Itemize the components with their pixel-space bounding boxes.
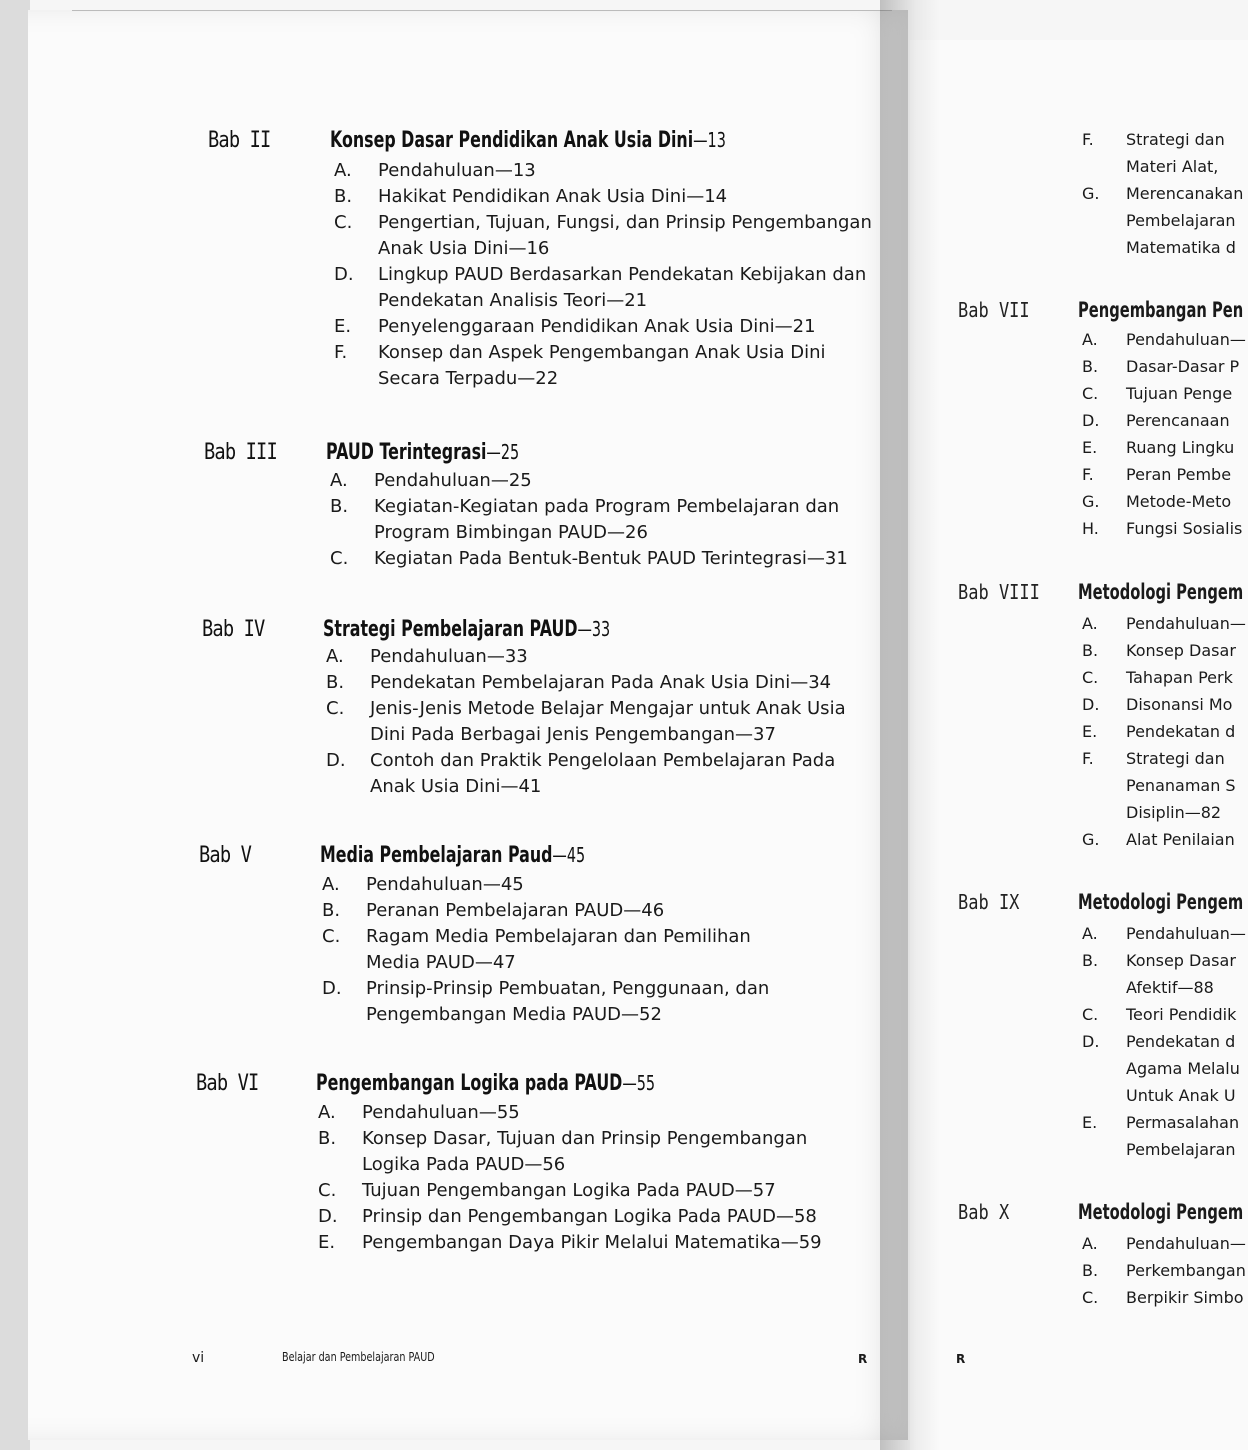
- section-letter: C.: [1082, 384, 1099, 403]
- section-entry: [1082, 637, 1246, 664]
- section-entry: [330, 468, 848, 494]
- section-text: Pendahuluan—: [1126, 330, 1246, 349]
- section-entry: [326, 644, 846, 670]
- section-text: Contoh dan Praktik Pengelolaan Pembelajaran Pada: [370, 750, 836, 771]
- chapter-section-list: [1082, 610, 1246, 853]
- chapter-number: Bab III: [204, 440, 277, 465]
- chapter-section-list: [322, 872, 769, 1028]
- section-entry: [1082, 461, 1246, 488]
- chapter-number: Bab X: [958, 1200, 1010, 1224]
- section-entry: [1082, 380, 1246, 407]
- section-letter: B.: [334, 186, 353, 207]
- chapter-number: Bab II: [208, 128, 271, 153]
- section-letter: C.: [334, 212, 353, 233]
- chapter-section-list: [1082, 1230, 1246, 1311]
- section-entry: [1082, 1028, 1246, 1055]
- section-text: Dasar-Dasar P: [1126, 357, 1240, 376]
- section-entry: [318, 1126, 822, 1152]
- section-entry: [1082, 1001, 1246, 1028]
- section-text: Media PAUD—47: [366, 952, 516, 973]
- section-letter: C.: [1082, 1005, 1099, 1024]
- section-entry: [318, 1204, 822, 1230]
- section-entry: [1082, 353, 1246, 380]
- section-letter: A.: [330, 470, 348, 491]
- section-entry: [334, 236, 872, 262]
- chapter-title: Metodologi Pengem: [1078, 580, 1244, 604]
- section-text: Prinsip dan Pengembangan Logika Pada PAUD—58: [362, 1206, 817, 1227]
- section-entry: [318, 1100, 822, 1126]
- section-entry: [334, 210, 872, 236]
- section-text: Permasalahan: [1126, 1113, 1240, 1132]
- section-text: Strategi dan: [1126, 749, 1225, 768]
- section-letter: D.: [334, 264, 354, 285]
- section-text: Pengertian, Tujuan, Fungsi, dan Prinsip Pengembangan: [378, 212, 872, 233]
- chapter-title: Pengembangan Pen: [1078, 298, 1244, 322]
- section-text: Pendahuluan—: [1126, 1234, 1246, 1253]
- section-letter: H.: [1082, 519, 1099, 538]
- section-text: Pendahuluan—55: [362, 1102, 520, 1123]
- section-entry: [1082, 691, 1246, 718]
- section-letter: E.: [334, 316, 352, 337]
- section-entry: [1082, 1109, 1246, 1136]
- section-entry: [318, 1230, 822, 1256]
- chapter-title-text: Konsep Dasar Pendidikan Anak Usia Dini: [330, 128, 694, 153]
- section-entry: [1082, 772, 1246, 799]
- section-entry: [334, 288, 872, 314]
- section-entry: [1082, 610, 1246, 637]
- right-top-section-list: [1082, 126, 1243, 261]
- chapter-title-text: Pengembangan Logika pada PAUD: [316, 1071, 623, 1096]
- section-text: Untuk Anak U: [1126, 1086, 1236, 1105]
- section-letter: B.: [1082, 357, 1099, 376]
- chapter-title: Metodologi Pengem: [1078, 890, 1244, 914]
- section-letter: D.: [322, 978, 342, 999]
- section-text: Tahapan Perk: [1126, 668, 1233, 687]
- section-entry: [318, 1152, 822, 1178]
- section-entry: [330, 494, 848, 520]
- section-entry: [326, 670, 846, 696]
- section-letter: D.: [318, 1206, 338, 1227]
- section-entry: [1082, 718, 1246, 745]
- section-text: Matematika d: [1126, 238, 1236, 257]
- section-entry: [1082, 515, 1246, 542]
- chapter-section-list: [1082, 920, 1246, 1163]
- section-text: Perkembangan: [1126, 1261, 1246, 1280]
- chapter-section-list: [330, 468, 848, 572]
- section-text: Pendahuluan—: [1126, 614, 1246, 633]
- chapter-number: Bab VI: [196, 1071, 259, 1096]
- footer-book-title: Belajar dan Pembelajaran PAUD: [282, 1350, 435, 1364]
- section-text: Tujuan Penge: [1126, 384, 1233, 403]
- section-entry: [1082, 1284, 1246, 1311]
- section-entry: [1082, 947, 1246, 974]
- section-text: Strategi dan: [1126, 130, 1225, 149]
- chapter-page-number: —45: [552, 843, 586, 867]
- section-letter: C.: [318, 1180, 337, 1201]
- section-entry: [1082, 1136, 1246, 1163]
- section-letter: F.: [1082, 749, 1094, 768]
- section-text: Peranan Pembelajaran PAUD—46: [366, 900, 665, 921]
- section-entry: [1082, 974, 1246, 1001]
- chapter-page-number: —33: [577, 617, 611, 641]
- section-letter: E.: [1082, 438, 1098, 457]
- chapter-title-text: Strategi Pembelajaran PAUD: [323, 617, 578, 642]
- section-entry: [1082, 1257, 1246, 1284]
- section-entry: [326, 774, 846, 800]
- section-text: Pendahuluan—25: [374, 470, 532, 491]
- section-text: Lingkup PAUD Berdasarkan Pendekatan Kebijakan dan: [378, 264, 867, 285]
- section-text: Dini Pada Berbagai Jenis Pengembangan—37: [370, 724, 776, 745]
- section-text: Konsep Dasar: [1126, 641, 1236, 660]
- section-text: Penanaman S: [1126, 776, 1236, 795]
- section-letter: B.: [326, 672, 345, 693]
- section-letter: A.: [1082, 1234, 1098, 1253]
- chapter-number: Bab VII: [958, 298, 1030, 322]
- section-text: Pendahuluan—33: [370, 646, 528, 667]
- section-text: Metode-Meto: [1126, 492, 1232, 511]
- section-text: Ruang Lingku: [1126, 438, 1235, 457]
- section-letter: A.: [334, 160, 352, 181]
- section-letter: G.: [1082, 830, 1100, 849]
- section-text: Tujuan Pengembangan Logika Pada PAUD—57: [362, 1180, 776, 1201]
- section-letter: A.: [1082, 924, 1098, 943]
- section-text: Secara Terpadu—22: [378, 368, 559, 389]
- section-entry: [1082, 434, 1246, 461]
- section-entry: [326, 748, 846, 774]
- section-letter: D.: [1082, 411, 1100, 430]
- section-entry: [322, 976, 769, 1002]
- section-text: Konsep Dasar, Tujuan dan Prinsip Pengembangan: [362, 1128, 808, 1149]
- section-text: Teori Pendidik: [1126, 1005, 1237, 1024]
- section-entry: [1082, 488, 1246, 515]
- chapter-section-list: [326, 644, 846, 800]
- section-text: Agama Melalu: [1126, 1059, 1240, 1078]
- chapter-section-list: [334, 158, 872, 392]
- section-letter: D.: [1082, 1032, 1100, 1051]
- section-entry: [334, 158, 872, 184]
- section-entry: [1082, 153, 1243, 180]
- chapter-title-text: Media Pembelajaran Paud: [320, 843, 553, 868]
- section-text: Perencanaan: [1126, 411, 1230, 430]
- chapter-title: [330, 128, 726, 153]
- section-text: Konsep dan Aspek Pengembangan Anak Usia Dini: [378, 342, 826, 363]
- chapter-number: Bab V: [199, 843, 252, 868]
- section-text: Penyelenggaraan Pendidikan Anak Usia Dini—21: [378, 316, 816, 337]
- section-entry: [334, 184, 872, 210]
- section-text: Merencanakan: [1126, 184, 1244, 203]
- section-letter: A.: [326, 646, 344, 667]
- chapter-title: Metodologi Pengem: [1078, 1200, 1244, 1224]
- section-letter: E.: [1082, 722, 1098, 741]
- section-text: Kegiatan-Kegiatan pada Program Pembelajaran dan: [374, 496, 840, 517]
- section-entry: [326, 696, 846, 722]
- section-text: Logika Pada PAUD—56: [362, 1154, 566, 1175]
- section-entry: [1082, 1055, 1246, 1082]
- section-letter: D.: [1082, 695, 1100, 714]
- section-letter: E.: [1082, 1113, 1098, 1132]
- section-text: Prinsip-Prinsip Pembuatan, Penggunaan, dan: [366, 978, 770, 999]
- section-entry: [334, 340, 872, 366]
- section-text: Hakikat Pendidikan Anak Usia Dini—14: [378, 186, 728, 207]
- section-entry: [322, 898, 769, 924]
- section-entry: [1082, 326, 1246, 353]
- publisher-logo-right: R: [956, 1352, 966, 1366]
- chapter-page-number: —25: [486, 440, 520, 464]
- chapter-section-list: [1082, 326, 1246, 542]
- section-entry: [330, 546, 848, 572]
- scan-background: [0, 0, 30, 1450]
- chapter-section-list: [318, 1100, 822, 1256]
- section-text: Anak Usia Dini—16: [378, 238, 550, 259]
- section-entry: [334, 314, 872, 340]
- chapter-number: Bab IX: [958, 890, 1020, 914]
- section-entry: [1082, 920, 1246, 947]
- section-text: Anak Usia Dini—41: [370, 776, 542, 797]
- section-text: Pendekatan d: [1126, 722, 1236, 741]
- section-entry: [1082, 799, 1246, 826]
- section-text: Fungsi Sosialis: [1126, 519, 1243, 538]
- section-text: Pembelajaran: [1126, 211, 1236, 230]
- section-entry: [322, 924, 769, 950]
- section-entry: [334, 366, 872, 392]
- section-entry: [326, 722, 846, 748]
- section-letter: B.: [1082, 1261, 1099, 1280]
- section-text: Peran Pembe: [1126, 465, 1232, 484]
- section-text: Pengembangan Daya Pikir Melalui Matematika—59: [362, 1232, 822, 1253]
- section-text: Konsep Dasar: [1126, 951, 1236, 970]
- section-entry: [322, 950, 769, 976]
- section-entry: [1082, 664, 1246, 691]
- section-text: Pendekatan Pembelajaran Pada Anak Usia Dini—34: [370, 672, 832, 693]
- section-letter: A.: [1082, 614, 1098, 633]
- chapter-title: [320, 843, 585, 868]
- section-text: Program Bimbingan PAUD—26: [374, 522, 648, 543]
- section-text: Materi Alat,: [1126, 157, 1219, 176]
- section-letter: A.: [322, 874, 340, 895]
- section-text: Pendahuluan—13: [378, 160, 536, 181]
- section-letter: C.: [326, 698, 345, 719]
- section-letter: B.: [1082, 641, 1099, 660]
- section-entry: [1082, 407, 1246, 434]
- section-letter: F.: [1082, 130, 1094, 149]
- section-letter: F.: [334, 342, 348, 363]
- section-text: Berpikir Simbo: [1126, 1288, 1244, 1307]
- section-entry: [1082, 207, 1243, 234]
- chapter-title-text: PAUD Terintegrasi: [326, 440, 487, 465]
- section-text: Pendahuluan—45: [366, 874, 524, 895]
- section-letter: F.: [1082, 465, 1094, 484]
- chapter-title: [326, 440, 519, 465]
- book-gutter: [880, 0, 940, 1450]
- section-letter: G.: [1082, 184, 1100, 203]
- section-entry: [1082, 745, 1246, 772]
- section-letter: A.: [318, 1102, 336, 1123]
- section-letter: G.: [1082, 492, 1100, 511]
- chapter-number: Bab IV: [202, 617, 265, 642]
- section-text: Afektif—88: [1126, 978, 1214, 997]
- section-letter: C.: [330, 548, 349, 569]
- section-text: Pendahuluan—: [1126, 924, 1246, 943]
- page-edge-line: [72, 10, 892, 11]
- section-entry: [1082, 180, 1243, 207]
- section-letter: A.: [1082, 330, 1098, 349]
- section-entry: [318, 1178, 822, 1204]
- section-letter: B.: [1082, 951, 1099, 970]
- section-text: Pendekatan d: [1126, 1032, 1236, 1051]
- chapter-number: Bab VIII: [958, 580, 1040, 604]
- section-text: Alat Penilaian: [1126, 830, 1235, 849]
- chapter-title: [323, 617, 610, 642]
- footer-page-number: vi: [192, 1350, 205, 1366]
- section-text: Pengembangan Media PAUD—52: [366, 1004, 662, 1025]
- section-text: Jenis-Jenis Metode Belajar Mengajar untuk Anak Usia: [370, 698, 846, 719]
- section-letter: C.: [1082, 668, 1099, 687]
- section-text: Pendekatan Analisis Teori—21: [378, 290, 648, 311]
- section-letter: B.: [322, 900, 341, 921]
- section-letter: C.: [1082, 1288, 1099, 1307]
- section-letter: B.: [330, 496, 349, 517]
- section-entry: [322, 1002, 769, 1028]
- section-entry: [1082, 1230, 1246, 1257]
- section-text: Pembelajaran: [1126, 1140, 1236, 1159]
- section-entry: [322, 872, 769, 898]
- chapter-page-number: —55: [622, 1071, 656, 1095]
- section-text: Kegiatan Pada Bentuk-Bentuk PAUD Terintegrasi—31: [374, 548, 848, 569]
- section-letter: E.: [318, 1232, 336, 1253]
- section-entry: [1082, 826, 1246, 853]
- section-entry: [1082, 1082, 1246, 1109]
- section-text: Disiplin—82: [1126, 803, 1222, 822]
- section-letter: C.: [322, 926, 341, 947]
- section-entry: [1082, 234, 1243, 261]
- section-letter: D.: [326, 750, 346, 771]
- section-entry: [1082, 126, 1243, 153]
- section-entry: [334, 262, 872, 288]
- section-letter: B.: [318, 1128, 337, 1149]
- section-text: Ragam Media Pembelajaran dan Pemilihan: [366, 926, 751, 947]
- section-entry: [330, 520, 848, 546]
- publisher-logo: R: [858, 1352, 868, 1366]
- section-text: Disonansi Mo: [1126, 695, 1233, 714]
- chapter-page-number: —13: [693, 128, 726, 152]
- chapter-title: [316, 1071, 655, 1096]
